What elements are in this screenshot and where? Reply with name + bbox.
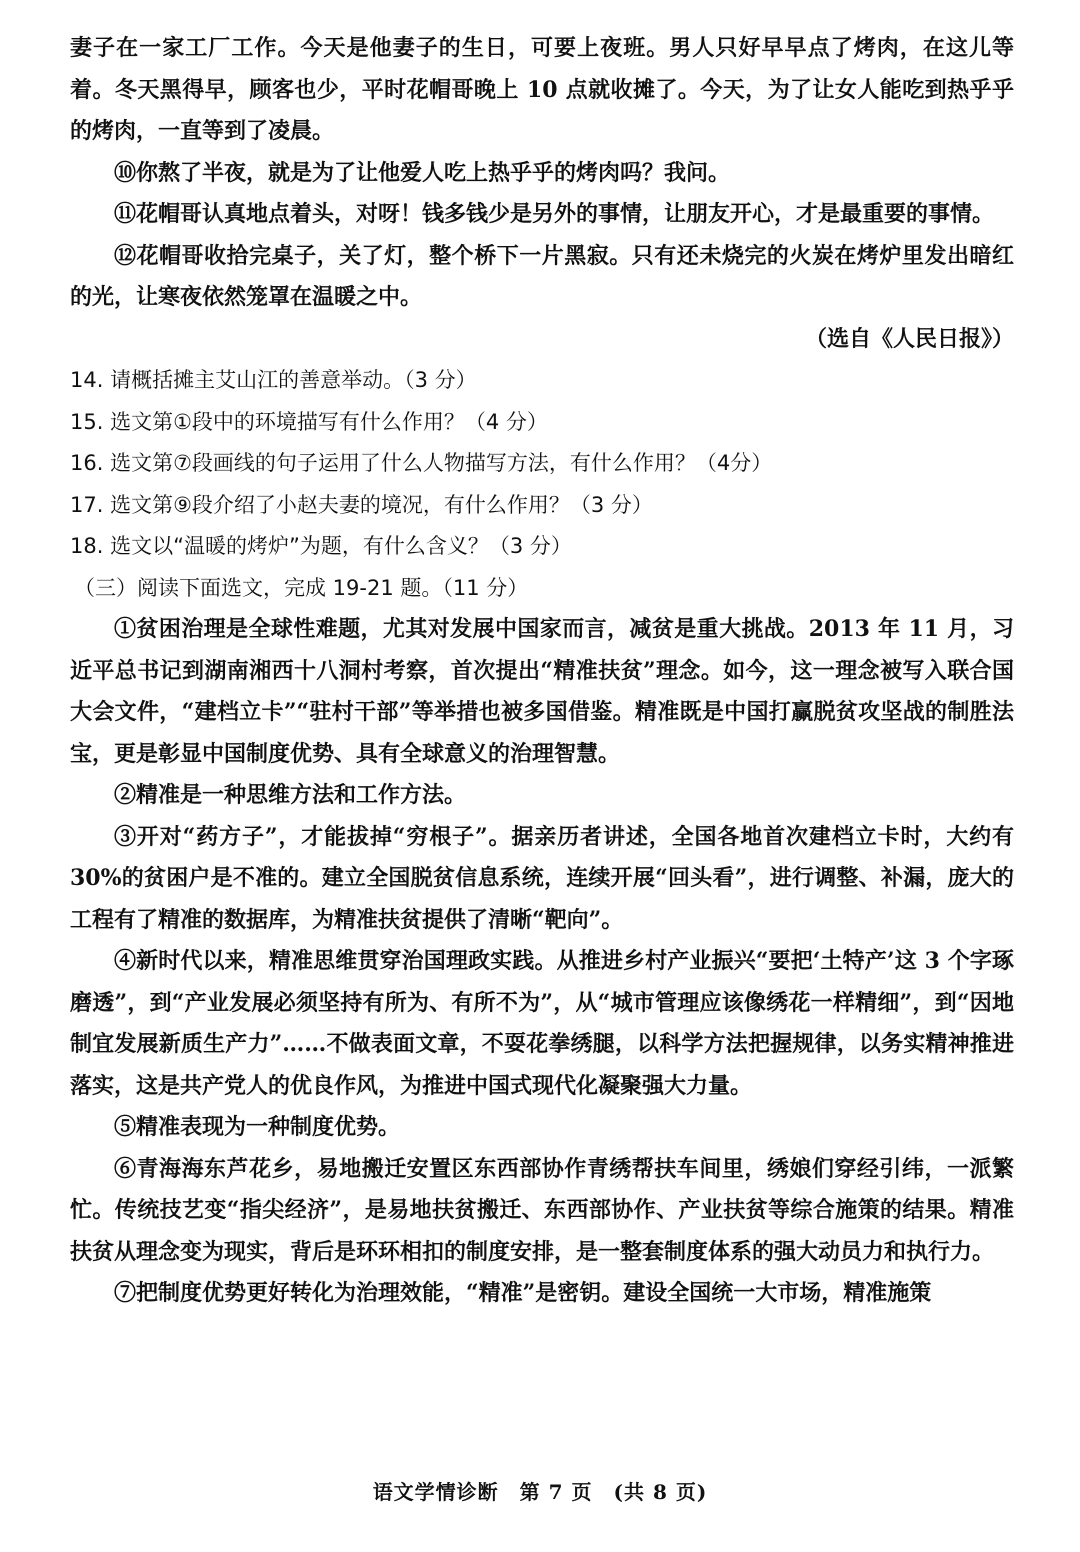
question-17: 17. 选文第⑨段介绍了小赵夫妻的境况，有什么作用？（3 分） xyxy=(70,492,653,517)
question-15: 15. 选文第①段中的环境描写有什么作用？（4 分） xyxy=(70,409,548,434)
story-paragraph-11: ⑪花帽哥认真地点着头，对呀！钱多钱少是另外的事情，让朋友开心，才是最重要的事情。 xyxy=(114,201,995,227)
question-16: 16. 选文第⑦段画线的句子运用了什么人物描写方法，有什么作用？（4分） xyxy=(70,451,773,475)
essay-paragraph-2: ②精准是一种思维方法和工作方法。 xyxy=(114,782,467,808)
page-footer: 语文学情诊断 第 7 页 (共 8 页) xyxy=(372,1480,708,1504)
story-paragraph-10: ⑩你熬了半夜，就是为了让他爱人吃上热乎乎的烤肉吗？我问。 xyxy=(114,159,731,186)
story-source: （选自《人民日报》） xyxy=(804,325,1014,352)
essay-paragraph-4: ④新时代以来，精准思维贯穿治国理政实践。从推进乡村产业振兴“要把‘土特产’这 3 个字琢磨透”，到“产业发展必须坚持有所为、有所不为”，从“城市管理应该像绣花一样精细”，到“因地制宜发展新质生产力”……不做表面文章，不耍花拳绣腿，以科学方法把握规律，以务实精神推进落实，这是共产党人的优良作风，为推进中国式现代化凝聚强大力量。 xyxy=(70,948,1014,1099)
essay-paragraph-6: ⑥青海海东芦花乡，易地搬迁安置区东西部协作青绣帮扶车间里，绣娘们穿经引纬，一派繁忙。传统技艺变“指尖经济”，是易地扶贫搬迁、东西部协作、产业扶贫等综合施策的结果。精准扶贫从理念变为现实，背后是环环相扣的制度安排，是一整套制度体系的强大动员力和执行力。 xyxy=(70,1155,1014,1265)
essay-paragraph-3: ③开对“药方子”，才能拔掉“穷根子”。据亲历者讲述，全国各地首次建档立卡时，大约有 30%的贫困户是不准的。建立全国脱贫信息系统，连续开展“回头看”，进行调整、补漏，庞大的工程有了精准的数据库，为精准扶贫提供了清晰“靶向”。 xyxy=(70,823,1014,933)
story-paragraph-12: ⑫花帽哥收拾完桌子，关了灯，整个桥下一片黑寂。只有还未烧完的火炭在烤炉里发出暗红的光，让寒夜依然笼罩在温暖之中。 xyxy=(70,242,1014,310)
essay-paragraph-1: ①贫困治理是全球性难题，尤其对发展中国家而言，减贫是重大挑战。2013 年 11 月，习近平总书记到湖南湘西十八洞村考察，首次提出“精准扶贫”理念。如今，这一理念被写入联合国大会文件，“建档立卡”“驻村干部”等举措也被多国借鉴。精准既是中国打赢脱贫攻坚战的制胜法宝，更是彰显中国制度优势、具有全球意义的治理智慧。 xyxy=(70,616,1014,767)
question-14: 14. 请概括摊主艾山江的善意举动。（3 分） xyxy=(70,368,477,392)
section-3-heading: （三）阅读下面选文，完成 19-21 题。（11 分） xyxy=(74,575,529,600)
essay-paragraph-7: ⑦把制度优势更好转化为治理效能，“精准”是密钥。建设全国统一大市场，精准施策 xyxy=(114,1280,932,1306)
essay-paragraph-5: ⑤精准表现为一种制度优势。 xyxy=(114,1114,401,1140)
story-paragraph-9-tail: 妻子在一家工厂工作。今天是他妻子的生日，可要上夜班。男人只好早早点了烤肉，在这儿等着。冬天黑得早，顾客也少，平时花帽哥晚上 10 点就收摊了。今天，为了让女人能吃到热乎乎的烤肉，一直等到了凌晨。 xyxy=(70,35,1014,144)
question-18: 18. 选文以“温暖的烤炉”为题，有什么含义？（3 分） xyxy=(70,534,572,558)
